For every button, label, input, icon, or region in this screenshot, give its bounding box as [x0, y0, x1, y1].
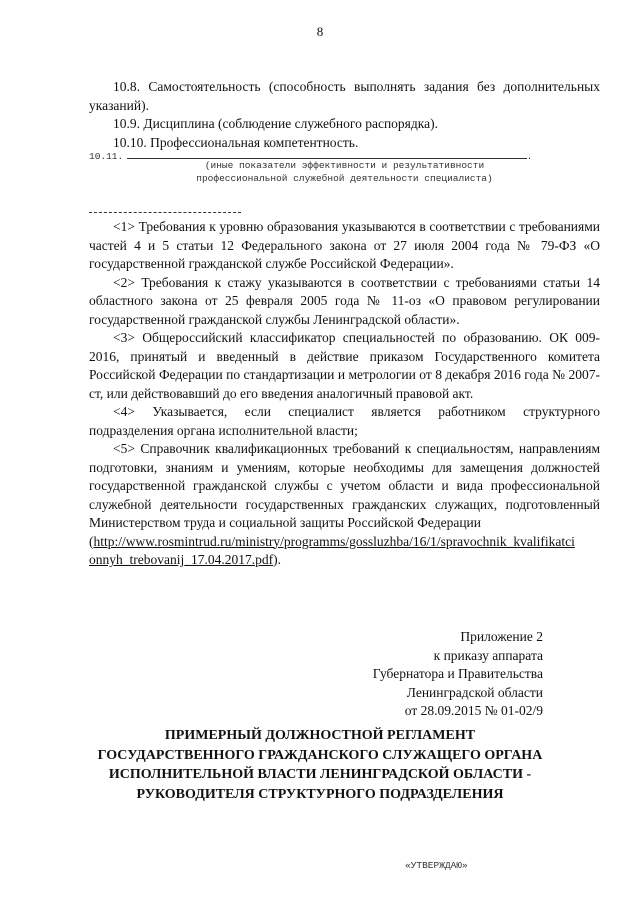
footnote-separator: [89, 212, 241, 213]
footnote-2: <2> Требования к стажу указываются в соответствии с требованиями статьи 14 областного закона от 25 февраля 2005 года № 11-оз «О правовом регулировании государственной гражданской службы Ленинградской области».: [89, 274, 600, 327]
link-close-paren: ).: [273, 552, 281, 567]
item-10-11-end: .: [526, 151, 533, 162]
footnote-1: <1> Требования к уровню образования указываются в соответствии с требованиями частей 4 и 5 статьи 12 Федерального закона от 27 июля 2004 года № 79-ФЗ «О государственной гражданской службе Российской Федерации».: [89, 219, 600, 271]
approve-stamp: «УТВЕРЖДАЮ»: [405, 860, 468, 871]
item-10-11-number: 10.11.: [89, 151, 124, 162]
footnote-3: <3> Общероссийский классификатор специальностей по образованию. ОК 009-2016, принятый и введенный в действие приказом Государственного комитета Российской Федерации по стандартизации и метрологии от 8 декабря 2016 года № 2007-ст, или действовавший до его введения аналогичный правовой акт.: [89, 330, 600, 401]
title-line-3: ИСПОЛНИТЕЛЬНОЙ ВЛАСТИ ЛЕНИНГРАДСКОЙ ОБЛАСТИ -: [108, 767, 532, 782]
link-open-paren: (: [89, 533, 94, 549]
appendix-line-1: Приложение 2: [460, 629, 543, 644]
page-number: 8: [316, 24, 324, 39]
document-title: [60, 726, 580, 804]
title-line-2: ГОСУДАРСТВЕННОГО ГРАЖДАНСКОГО СЛУЖАЩЕГО ОРГАНА: [97, 747, 543, 763]
footnotes: [89, 218, 600, 570]
footnote-5-link: [89, 533, 600, 570]
appendix-line-5: от 28.09.2015 № 01-02/9: [404, 703, 543, 718]
footnote-4: <4> Указывается, если специалист является работником структурного подразделения органа исполнительной власти;: [89, 404, 600, 438]
appendix-line-2: к приказу аппарата: [433, 647, 543, 663]
appendix-line-3: Губернатора и Правительства: [372, 666, 543, 681]
appendix-line-4: Ленинградской области: [406, 684, 543, 700]
item-10-9: 10.9. Дисциплина (соблюдение служебного распорядка).: [113, 116, 438, 131]
item-10-11-hint-2: профессиональной служебной деятельности специалиста): [196, 173, 493, 184]
source-link-part-2[interactable]: onnyh_trebovanij_17.04.2017.pdf: [89, 552, 274, 567]
item-10-11-hint-1: (иные показатели эффективности и результативности: [204, 160, 485, 171]
performance-indicators-list: [89, 78, 600, 152]
item-10-8: 10.8. Самостоятельность (способность выполнять задания без дополнительных указаний).: [89, 79, 600, 113]
appendix-reference: [373, 628, 543, 721]
source-link-part-1[interactable]: http://www.rosmintrud.ru/ministry/programms/gossluzhba/16/1/spravochnik_kvalifikatci: [93, 533, 575, 549]
item-10-11-fill-line: [127, 148, 527, 159]
title-line-1: ПРИМЕРНЫЙ ДОЛЖНОСТНОЙ РЕГЛАМЕНТ: [164, 728, 476, 743]
footnote-5: <5> Справочник квалификационных требований к специальностям, направлениям подготовки, знаниям и умениям, которые необходимы для замещения должностей государственной гражданской службы с учетом области и вида профессиональной служебной деятельности государственных гражданских служащих, подготовленный Министерством труда и социальной защиты Российской Федерации: [89, 441, 600, 530]
title-line-4: РУКОВОДИТЕЛЯ СТРУКТУРНОГО ПОДРАЗДЕЛЕНИЯ: [136, 786, 504, 802]
item-10-10: 10.10. Профессиональная компетентность.: [113, 134, 359, 150]
